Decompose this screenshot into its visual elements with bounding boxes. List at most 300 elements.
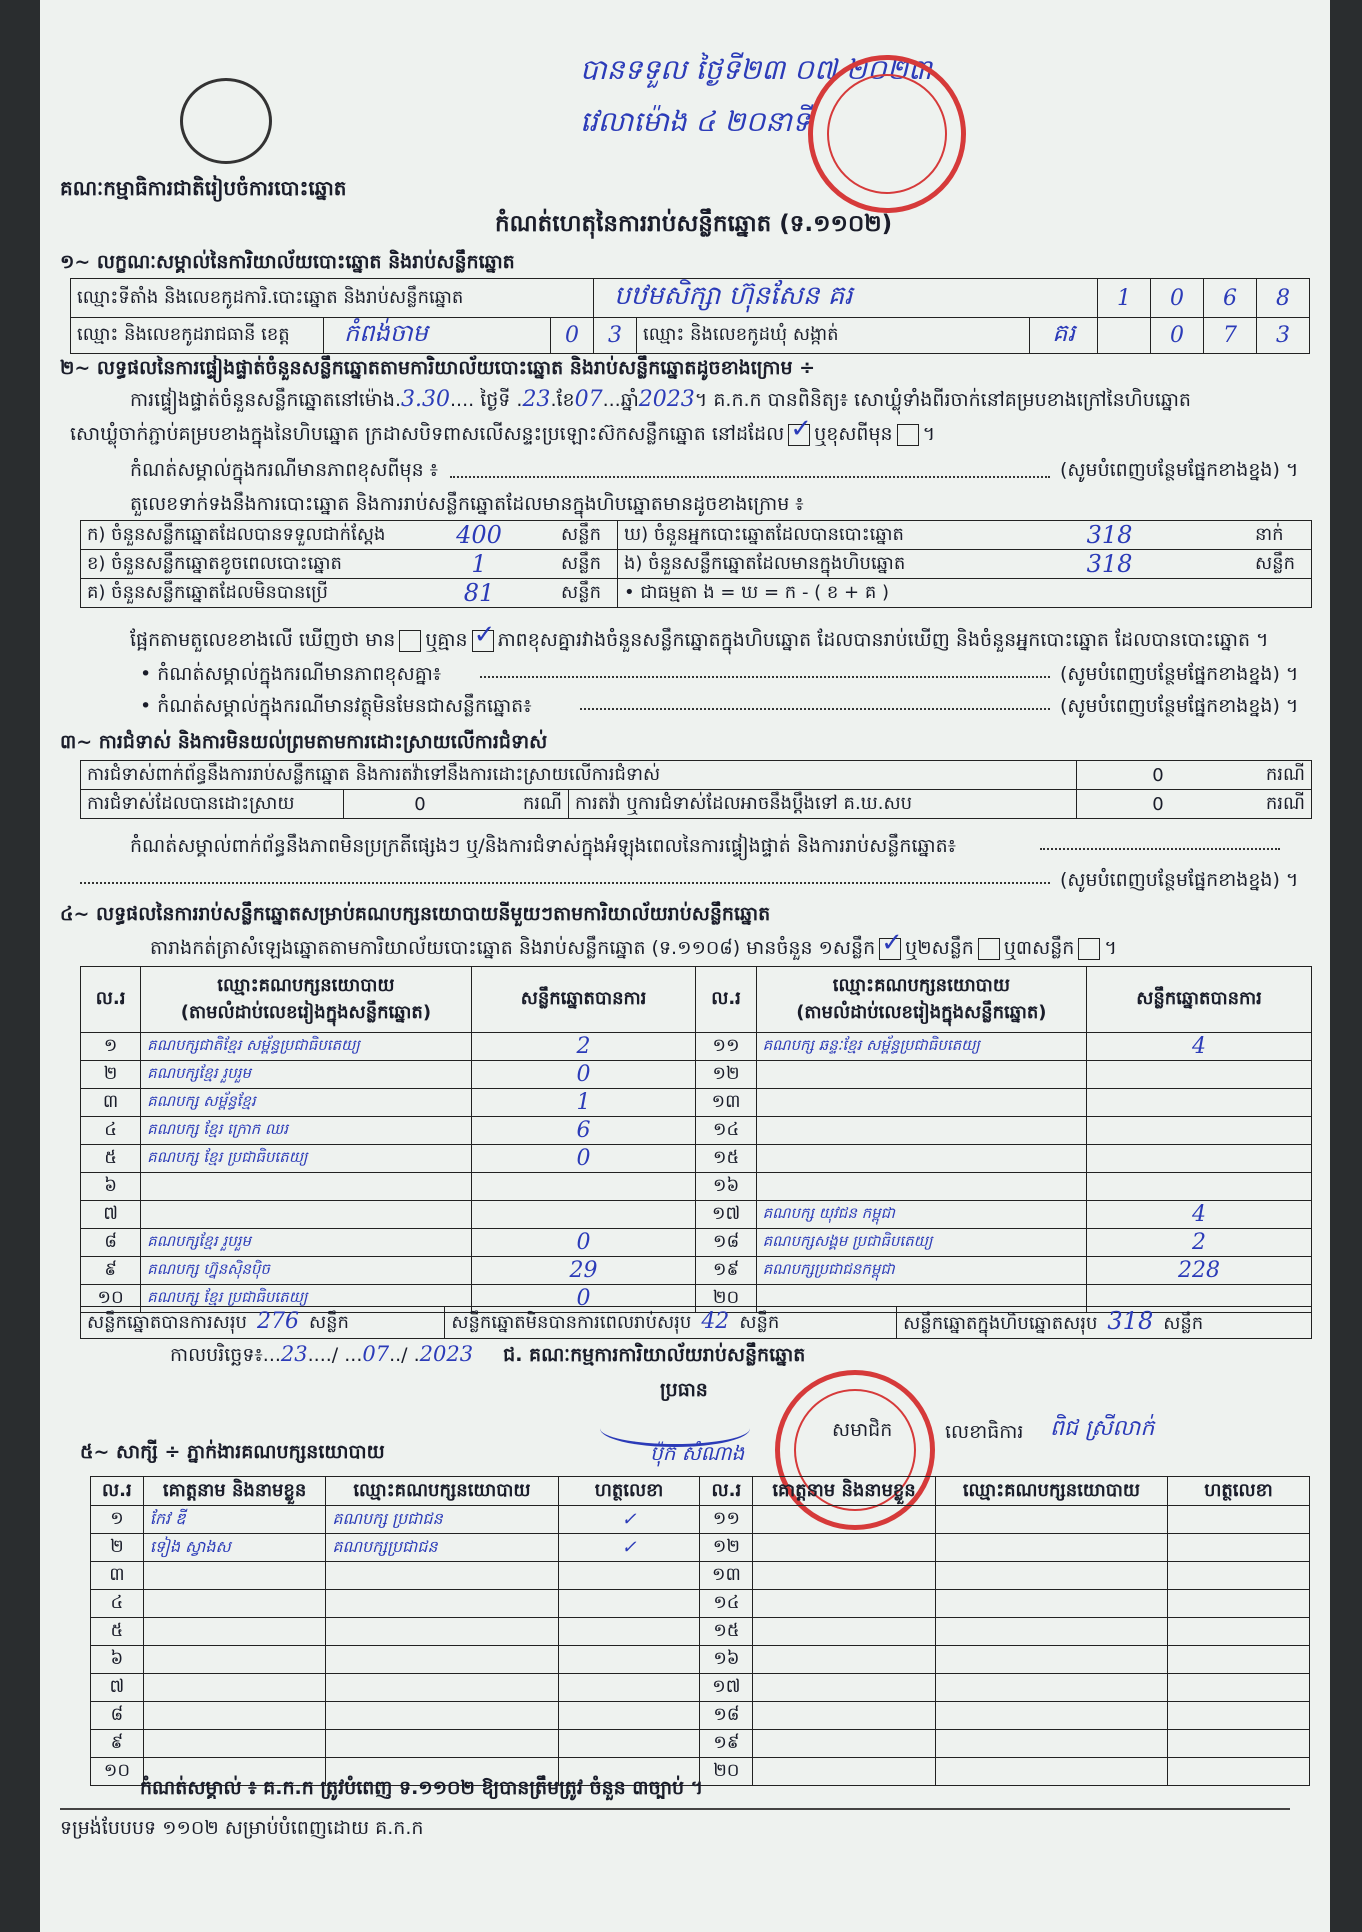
witness-row-party	[935, 1758, 1167, 1786]
three-sheet-checkbox[interactable]	[1078, 938, 1100, 960]
witness-row-no: ១៩	[700, 1730, 753, 1758]
party-row-no: ១៨	[696, 1229, 756, 1257]
party-row-votes	[1087, 1145, 1312, 1173]
witness-row-sign	[558, 1618, 700, 1646]
received-unit: សន្លឹក	[555, 521, 618, 550]
witness-row-no: ២	[91, 1534, 144, 1562]
appeal-label: ការតវ៉ា ឬការជំទាស់ដែលអាចនឹងប្តឹងទៅ គ.ឃ.សប	[569, 790, 1077, 819]
col-party-right	[756, 967, 1086, 1033]
party-row-votes: 228	[1087, 1257, 1312, 1285]
station-name: បឋមសិក្សា ហ៊ុនសែន គរ	[594, 279, 1098, 318]
witness-row-sign	[1168, 1730, 1310, 1758]
party-row-votes: 4	[1087, 1033, 1312, 1061]
witness-row-party	[326, 1646, 558, 1674]
party-row-votes	[1087, 1089, 1312, 1117]
witness-row-party	[935, 1646, 1167, 1674]
party-row-name: គណបក្ស ខ្មែរ ក្រោក ឈរ	[141, 1117, 471, 1145]
witness-row	[91, 1618, 1310, 1646]
seal-text: សោឃ្លុំចាក់ភ្ជាប់គម្របខាងក្នុងនៃហិបឆ្នោត ក្រដាសបិទពាសលើសន្ទះប្រឡោះស៊កសន្លឹកឆ្នោត នៅដដែល	[70, 423, 785, 445]
witness-row-name	[143, 1590, 326, 1618]
witness-row-no: ១២	[700, 1534, 753, 1562]
witness-row	[91, 1674, 1310, 1702]
witness-row	[91, 1590, 1310, 1618]
w-col-sign-left: ហត្ថលេខា	[558, 1477, 700, 1506]
chair-label: ប្រធាន	[660, 1379, 708, 1401]
date-label: កាលបរិច្ឆេទ៖	[170, 1344, 263, 1366]
witness-row-name	[143, 1618, 326, 1646]
voters-label: ឃ) ចំនួនអ្នកបោះឆ្នោតដែលបានបោះឆ្នោត	[618, 521, 971, 550]
party-row-no: ៦	[81, 1173, 141, 1201]
witness-row-party	[935, 1506, 1167, 1534]
witness-row-sign	[1168, 1646, 1310, 1674]
committee-label: ជ. គណៈកម្មការការិយាល័យរាប់សន្លឹកឆ្នោត	[503, 1344, 806, 1366]
party-row-votes	[1087, 1173, 1312, 1201]
party-row-votes	[1087, 1061, 1312, 1089]
witness-row-no: ១៤	[700, 1590, 753, 1618]
w-col-no-right: ល.រ	[700, 1477, 753, 1506]
unchanged-checkbox[interactable]	[788, 424, 810, 446]
tally-text-b: ឬ២សន្លឹក	[905, 937, 974, 959]
witness-table	[90, 1476, 1310, 1786]
party-row-votes: 2	[471, 1033, 696, 1061]
col-party-left-title: ឈ្មោះគណបក្សនយោបាយ	[217, 974, 395, 996]
verification-text-c: .ខែ	[550, 389, 575, 411]
total-box-cell	[897, 1307, 1312, 1339]
witness-row-sign	[1168, 1590, 1310, 1618]
party-row-no: ១៥	[696, 1145, 756, 1173]
irregularity-note-dots2	[80, 882, 1050, 884]
party-row-name: គណបក្ស ខ្មែរ ប្រជាធិបតេយ្យ	[141, 1285, 471, 1313]
witness-row-party	[935, 1534, 1167, 1562]
witness-row-sign: ✓	[558, 1534, 700, 1562]
verification-text-e: ។ គ.ក.ក បានពិនិត្យ៖ សោឃ្លុំទាំងពីរចាក់នៅគម្របខាងក្រៅនៃហិបឆ្នោត	[694, 389, 1191, 411]
witness-row-sign	[558, 1702, 700, 1730]
resolved-unit: ករណី	[496, 790, 569, 819]
in-box-label: ង) ចំនួនសន្លឹកឆ្នោតដែលមានក្នុងហិបឆ្នោត	[618, 550, 971, 579]
party-row-votes: 6	[471, 1117, 696, 1145]
party-row-name	[141, 1201, 471, 1229]
party-row-votes	[471, 1173, 696, 1201]
witness-row-no: ១១	[700, 1506, 753, 1534]
witness-row	[91, 1506, 1310, 1534]
witness-row-no: ១	[91, 1506, 144, 1534]
party-row-votes: 0	[471, 1061, 696, 1089]
party-row	[81, 1145, 1312, 1173]
col-no-left: ល.រ	[81, 967, 141, 1033]
two-sheet-checkbox[interactable]	[978, 938, 1000, 960]
witness-row-name	[143, 1674, 326, 1702]
party-row-name	[756, 1173, 1086, 1201]
station-code-3: 6	[1204, 279, 1257, 318]
party-row-no: ៧	[81, 1201, 141, 1229]
party-row-votes: 4	[1087, 1201, 1312, 1229]
witness-row-party	[326, 1590, 558, 1618]
verification-text-d: ...ឆ្នាំ	[602, 389, 639, 411]
total-invalid-unit: សន្លឹក	[739, 1311, 780, 1333]
complaints-value: 0	[1077, 761, 1240, 790]
witness-row-name	[143, 1646, 326, 1674]
total-invalid-label: សន្លឹកឆ្នោតមិនបានការពេលរាប់សរុប	[451, 1311, 692, 1333]
party-row-no: ១៧	[696, 1201, 756, 1229]
party-row-name: គណបក្សជាតិខ្មែរ សម្ព័ន្ធប្រជាធិបតេយ្យ	[141, 1033, 471, 1061]
foreign-object-note: • កំណត់សម្គាល់ក្នុងករណីមានវត្ថុមិនមែនជាសន្លឹកឆ្នោត៖	[140, 695, 532, 717]
commune-code-3: 3	[1257, 318, 1310, 354]
witness-row-no: ៩	[91, 1730, 144, 1758]
w-col-no-left: ល.រ	[91, 1477, 144, 1506]
verification-text-b: .... ថ្ងៃទី .	[450, 389, 523, 411]
witness-row-party	[326, 1674, 558, 1702]
section4-heading: ៤~ លទ្ធផលនៃការរាប់សន្លឹកឆ្នោតសម្រាប់គណបក្សនយោបាយនីមួយៗតាមការិយាល័យរាប់សន្លឹកឆ្នោត	[60, 903, 771, 925]
witness-row-name: ទៀង ស្វាងស	[143, 1534, 326, 1562]
total-invalid-value: 42	[701, 1308, 730, 1334]
witness-row-no: ១៣	[700, 1562, 753, 1590]
witness-row-no: ១៦	[700, 1646, 753, 1674]
discrepancy-text-c: ភាពខុសគ្នារវាងចំនួនសន្លឹកឆ្នោតក្នុងហិបឆ្នោត ដែលបានរាប់ឃើញ និងចំនួនអ្នកបោះឆ្នោត ដែលបានបោះឆ្នោត ។	[497, 629, 1269, 651]
witness-row-name	[143, 1562, 326, 1590]
secretary-label: លេខាធិការ	[945, 1421, 1024, 1443]
date-line: កាលបរិច្ឆេទ៖...23..../ ...07../ .2023 ជ. គណៈកម្មការការិយាល័យរាប់សន្លឹកឆ្នោត	[170, 1342, 806, 1366]
witness-row-party	[326, 1618, 558, 1646]
party-row-name: គណបក្សប្រជាជនកម្ពុជា	[756, 1257, 1086, 1285]
witness-row-party: គណបក្ស ប្រជាជន	[326, 1506, 558, 1534]
w-col-name-right: គោត្តនាម និងនាមខ្លួន	[753, 1477, 936, 1506]
w-col-name-left: គោត្តនាម និងនាមខ្លួន	[143, 1477, 326, 1506]
party-row-no: ១១	[696, 1033, 756, 1061]
witness-row-party	[935, 1674, 1167, 1702]
party-row-name: គណបក្ស ហ្វ៊ុនស៊ិនប៉ិច	[141, 1257, 471, 1285]
party-row-no: ២០	[696, 1285, 756, 1313]
witness-row-no: ១៨	[700, 1702, 753, 1730]
commune-code-2: 7	[1204, 318, 1257, 354]
verification-time: 3.30	[401, 387, 450, 412]
witness-row-name	[753, 1590, 936, 1618]
w-col-party-left: ឈ្មោះគណបក្សនយោបាយ	[326, 1477, 558, 1506]
complaints-table	[80, 760, 1312, 819]
witness-row	[91, 1534, 1310, 1562]
chair-name: ប៉ុក សំណាង	[650, 1441, 745, 1465]
witness-row-name	[753, 1534, 936, 1562]
spoiled-unit: សន្លឹក	[555, 550, 618, 579]
witness-row-sign: ✓	[558, 1506, 700, 1534]
witness-row-no: ១០	[91, 1758, 144, 1786]
witness-row-no: ២០	[700, 1758, 753, 1786]
party-row	[81, 1257, 1312, 1285]
party-row-votes: 29	[471, 1257, 696, 1285]
commune-code-spacer	[1098, 318, 1151, 354]
party-row-no: ២	[81, 1061, 141, 1089]
total-valid-cell	[81, 1307, 445, 1339]
total-invalid-cell	[445, 1307, 897, 1339]
party-row	[81, 1089, 1312, 1117]
party-row-votes: 0	[471, 1229, 696, 1257]
member-role: សមាជិក	[832, 1419, 893, 1441]
station-code-2: 0	[1151, 279, 1204, 318]
party-row-no: ១៦	[696, 1173, 756, 1201]
unused-label: គ) ចំនួនសន្លឹកឆ្នោតដែលមិនបានប្រើ	[81, 579, 404, 608]
irregularity-note-dots1	[1040, 848, 1280, 850]
unused-value: 81	[403, 579, 555, 608]
party-row	[81, 1117, 1312, 1145]
witness-row-sign	[1168, 1758, 1310, 1786]
witness-row-no: ១៥	[700, 1618, 753, 1646]
party-row-no: ៥	[81, 1145, 141, 1173]
col-party-left-sub: (តាមលំដាប់លេខរៀងក្នុងសន្លឹកឆ្នោត)	[180, 1001, 432, 1023]
witness-row-party	[935, 1562, 1167, 1590]
witness-row	[91, 1702, 1310, 1730]
appeal-value: 0	[1077, 790, 1240, 819]
province-label: ឈ្មោះ និងលេខកូដរាជធានី ខេត្ត	[71, 318, 324, 354]
complaints-label: ការជំទាស់ពាក់ព័ន្ធនឹងការរាប់សន្លឹកឆ្នោត និងការតវ៉ាទៅនឹងការដោះស្រាយលើការជំទាស់	[81, 761, 1077, 790]
tally-text-a: តារាងកត់ត្រាសំឡេងឆ្នោតតាមការិយាល័យបោះឆ្នោត និងរាប់សន្លឹកឆ្នោត (ទ.១១០៨) មានចំនួន ១សន្លឹក	[150, 937, 876, 959]
witness-row-name	[753, 1730, 936, 1758]
province-code-2: 3	[594, 318, 637, 354]
witness-row-name	[753, 1562, 936, 1590]
complaints-unit: ករណី	[1239, 761, 1312, 790]
witness-row-no: ៨	[91, 1702, 144, 1730]
footnote: កំណត់សម្គាល់ ៖ គ.ក.ក ត្រូវបំពេញ ទ.១១០២ ឱ្យបានត្រឹមត្រូវ ចំនួន ៣ច្បាប់ ។	[140, 1777, 704, 1799]
party-row-no: ១៩	[696, 1257, 756, 1285]
col-party-right-sub: (តាមលំដាប់លេខរៀងក្នុងសន្លឹកឆ្នោត)	[796, 1001, 1047, 1023]
party-row-votes: 1	[471, 1089, 696, 1117]
voters-value: 318	[970, 521, 1249, 550]
col-no-right: ល.រ	[696, 967, 756, 1033]
spoiled-label: ខ) ចំនួនសន្លឹកឆ្នោតខូចពេលបោះឆ្នោត	[81, 550, 404, 579]
witness-row-party	[326, 1730, 558, 1758]
party-row-name: គណបក្ស ឆន្ទៈខ្មែរ សម្ព័ន្ធប្រជាធិបតេយ្យ	[756, 1033, 1086, 1061]
party-row	[81, 1173, 1312, 1201]
witness-row-sign	[558, 1590, 700, 1618]
witness-row	[91, 1562, 1310, 1590]
party-row-name	[756, 1145, 1086, 1173]
section3-heading: ៣~ ការជំទាស់ និងការមិនយល់ព្រមតាមការដោះស្រាយលើការជំទាស់	[60, 731, 548, 753]
witness-row-no: ៧	[91, 1674, 144, 1702]
witness-row-name	[143, 1702, 326, 1730]
witness-row-party	[935, 1618, 1167, 1646]
party-row-name	[756, 1061, 1086, 1089]
witness-row-no: ៦	[91, 1646, 144, 1674]
party-row-name: គណបក្ស ខ្មែរ ប្រជាធិបតេយ្យ	[141, 1145, 471, 1173]
discrepancy-note-dots	[480, 676, 1050, 678]
verification-line1	[130, 388, 1191, 412]
party-row-votes	[471, 1201, 696, 1229]
party-row-name	[756, 1089, 1086, 1117]
date-month: 07	[362, 1342, 390, 1366]
party-row-votes: 0	[471, 1285, 696, 1313]
witness-row-sign	[558, 1646, 700, 1674]
form-note: ទម្រង់បែបបទ ១១០២ សម្រាប់បំពេញដោយ គ.ក.ក	[60, 1817, 424, 1839]
witness-row-party	[935, 1590, 1167, 1618]
col-party-left	[141, 967, 471, 1033]
verification-year: 2023	[638, 387, 695, 412]
party-row-name: គណបក្សខ្មែរ រួបរួម	[141, 1229, 471, 1257]
witness-row-no: ៥	[91, 1618, 144, 1646]
witness-row-no: ៤	[91, 1590, 144, 1618]
total-valid-unit: សន្លឹក	[308, 1311, 349, 1333]
witness-row-sign	[1168, 1618, 1310, 1646]
witness-row-name	[753, 1702, 936, 1730]
party-row-no: ៣	[81, 1089, 141, 1117]
party-row-name: គណបក្ស សម្ព័ន្ធខ្មែរ	[141, 1089, 471, 1117]
seal-end: ។	[922, 423, 936, 445]
nec-emblem-icon	[180, 78, 272, 164]
discrepancy-text-b: ឬគ្មាន	[425, 629, 468, 651]
party-row-no: ១០	[81, 1285, 141, 1313]
party-row-no: ៩	[81, 1257, 141, 1285]
date-year: 2023	[419, 1342, 474, 1366]
org-name: គណៈកម្មាធិការជាតិរៀបចំការបោះឆ្នោត	[60, 176, 347, 200]
witness-row-no: ៣	[91, 1562, 144, 1590]
province-code-1: 0	[551, 318, 594, 354]
polling-station-table	[70, 278, 1310, 354]
spoiled-value: 1	[403, 550, 555, 579]
received-value: 400	[403, 521, 555, 550]
verification-line2	[70, 422, 935, 446]
witness-row-sign	[558, 1730, 700, 1758]
witness-row	[91, 1646, 1310, 1674]
verification-text-a: ការផ្ទៀងផ្ទាត់ចំនួនសន្លឹកឆ្នោតនៅម៉ោង.	[130, 389, 402, 411]
resolved-label: ការជំទាស់ដែលបានដោះស្រាយ	[81, 790, 344, 819]
section1-heading: ១~ លក្ខណៈសម្គាល់នៃការិយាល័យបោះឆ្នោត និងរាប់សន្លឹកឆ្នោត	[60, 251, 515, 273]
in-box-value: 318	[970, 550, 1249, 579]
witness-row-sign	[558, 1674, 700, 1702]
section2-heading: ២~ លទ្ធផលនៃការផ្ទៀងផ្ទាត់ចំនួនសន្លឹកឆ្នោតតាមការិយាល័យបោះឆ្នោត និងរាប់សន្លឹកឆ្នោតដូចខាងក្រោម ÷	[60, 357, 816, 379]
resolved-value: 0	[344, 790, 497, 819]
party-row-votes: 0	[471, 1145, 696, 1173]
unused-unit: សន្លឹក	[555, 579, 618, 608]
party-row	[81, 1061, 1312, 1089]
party-row-no: ១២	[696, 1061, 756, 1089]
tally-text-c: ឬ៣សន្លឹក	[1003, 937, 1075, 959]
footer-rule	[60, 1808, 1290, 1810]
party-row-no: ១៣	[696, 1089, 756, 1117]
verification-day: 23	[522, 387, 551, 412]
col-party-right-title: ឈ្មោះគណបក្សនយោបាយ	[832, 974, 1010, 996]
discrepancy-line	[130, 628, 1269, 652]
has-discrepancy-checkbox[interactable]	[399, 630, 421, 652]
formula-note: • ជាធម្មតា ង = ឃ = ក - ( ខ + គ )	[618, 579, 1312, 608]
party-row-name: គណបក្ស យុវជន កម្ពុជា	[756, 1201, 1086, 1229]
station-label: ឈ្មោះទីតាំង និងលេខកូដការិ.បោះឆ្នោត និងរាប់សន្លឹកឆ្នោត	[71, 279, 594, 318]
party-row-no: ៨	[81, 1229, 141, 1257]
party-row-name: គណបក្សខ្មែរ រួបរួម	[141, 1061, 471, 1089]
irregularity-note-fill: (សូមបំពេញបន្ថែមផ្នែកខាងខ្នង) ។	[1060, 869, 1299, 891]
secretary-name: ពិជ ស្រីលាក់	[1050, 1416, 1155, 1441]
ballot-figures-table	[80, 520, 1312, 608]
province-name: កំពង់ចាម	[324, 318, 551, 354]
discrepancy-note-fill: (សូមបំពេញបន្ថែមផ្នែកខាងខ្នង) ។	[1060, 663, 1299, 685]
w-col-sign-right: ហត្ថលេខា	[1168, 1477, 1310, 1506]
foreign-object-note-dots	[580, 708, 1050, 710]
total-valid-label: សន្លឹកឆ្នោតបានការសរុប	[87, 1311, 247, 1333]
tally-text-d: ។	[1104, 937, 1117, 959]
witness-row-sign	[1168, 1702, 1310, 1730]
no-discrepancy-checkbox[interactable]	[472, 630, 494, 652]
witness-row-sign	[1168, 1562, 1310, 1590]
commune-label: ឈ្មោះ និងលេខកូដឃុំ សង្កាត់	[637, 318, 1030, 354]
change-note: កំណត់សម្គាល់ក្នុងករណីមានភាពខុសពីមុន ៖	[130, 459, 439, 481]
discrepancy-note: • កំណត់សម្គាល់ក្នុងករណីមានភាពខុសគ្នា៖	[140, 663, 442, 685]
document-page	[40, 0, 1330, 1932]
witness-row-name	[753, 1758, 936, 1786]
in-box-unit: សន្លឹក	[1249, 550, 1312, 579]
voters-unit: នាក់	[1249, 521, 1312, 550]
witness-row-sign	[1168, 1506, 1310, 1534]
witness-row-party	[326, 1702, 558, 1730]
receipt-note-line1: បានទទួល ថ្ងៃទី២៣ ០៧ ២០២៣	[580, 53, 932, 86]
witness-row-name	[753, 1506, 936, 1534]
totals-table	[80, 1306, 1312, 1339]
form-title: កំណត់ហេតុនៃការរាប់សន្លឹកឆ្នោត (ទ.១១០២)	[495, 211, 893, 237]
witness-row	[91, 1730, 1310, 1758]
party-row-name	[141, 1173, 471, 1201]
party-results-table	[80, 966, 1312, 1313]
discrepancy-text-a: ផ្អែកតាមតួលេខខាងលើ ឃើញថា មាន	[130, 629, 396, 651]
col-votes-left: សន្លឹកឆ្នោតបានការ	[471, 967, 696, 1033]
witness-row-party: គណបក្សប្រជាជន	[326, 1534, 558, 1562]
witness-row-name	[753, 1618, 936, 1646]
witness-row-no: ១៧	[700, 1674, 753, 1702]
party-row-votes: 2	[1087, 1229, 1312, 1257]
one-sheet-checkbox[interactable]	[879, 938, 901, 960]
witness-row-name: កែវ ឌី	[143, 1506, 326, 1534]
commune-code-1: 0	[1151, 318, 1204, 354]
official-seal-top	[808, 55, 966, 213]
total-box-label: សន្លឹកឆ្នោតក្នុងហិបឆ្នោតសរុប	[903, 1313, 1098, 1334]
figures-intro: តួលេខទាក់ទងនឹងការបោះឆ្នោត និងការរាប់សន្លឹកឆ្នោតដែលមានក្នុងហិបឆ្នោតមានដូចខាងក្រោម ៖	[130, 493, 804, 515]
party-row-name	[756, 1117, 1086, 1145]
commune-name: គរ	[1030, 318, 1098, 354]
party-row-no: ៤	[81, 1117, 141, 1145]
party-row	[81, 1229, 1312, 1257]
tally-sheet-line	[150, 936, 1117, 960]
total-box-value: 318	[1107, 1307, 1154, 1335]
col-votes-right: សន្លឹកឆ្នោតបានការ	[1087, 967, 1312, 1033]
witness-row-name	[143, 1730, 326, 1758]
receipt-note-line2: វេលាម៉ោង ៤ ២០នាទី	[580, 105, 810, 138]
w-col-party-right: ឈ្មោះគណបក្សនយោបាយ	[935, 1477, 1167, 1506]
party-row-votes	[1087, 1117, 1312, 1145]
changed-checkbox[interactable]	[897, 424, 919, 446]
witness-row-sign	[1168, 1534, 1310, 1562]
changed-text: ឬខុសពីមុន	[814, 423, 893, 445]
total-box-unit: សន្លឹក	[1163, 1313, 1204, 1334]
date-day: 23	[280, 1342, 308, 1366]
witness-row-party	[935, 1702, 1167, 1730]
station-code-1: 1	[1098, 279, 1151, 318]
change-note-fill: (សូមបំពេញបន្ថែមផ្នែកខាងខ្នង) ។	[1060, 459, 1299, 481]
witness-row-sign	[1168, 1674, 1310, 1702]
party-row-no: ១៤	[696, 1117, 756, 1145]
foreign-object-note-fill: (សូមបំពេញបន្ថែមផ្នែកខាងខ្នង) ។	[1060, 695, 1299, 717]
appeal-unit: ករណី	[1239, 790, 1312, 819]
irregularity-note: កំណត់សម្គាល់ពាក់ព័ន្ធនឹងភាពមិនប្រក្រតីផ្សេងៗ ឬ/និងការជំទាស់ក្នុងអំឡុងពេលនៃការផ្ទៀងផ្ទាត់ និងការរាប់សន្លឹកឆ្នោត៖	[130, 835, 956, 857]
received-label: ក) ចំនួនសន្លឹកឆ្នោតដែលបានទទួលជាក់ស្តែង	[81, 521, 404, 550]
section5-heading: ៥~ សាក្សី ÷ ភ្នាក់ងារគណបក្សនយោបាយ	[80, 1441, 385, 1463]
witness-row-sign	[558, 1562, 700, 1590]
party-row	[81, 1201, 1312, 1229]
party-row	[81, 1033, 1312, 1061]
total-valid-value: 276	[256, 1308, 299, 1334]
party-row-no: ១	[81, 1033, 141, 1061]
party-row-name: គណបក្សសង្គម ប្រជាធិបតេយ្យ	[756, 1229, 1086, 1257]
station-code-4: 8	[1257, 279, 1310, 318]
witness-row-party	[326, 1562, 558, 1590]
witness-row-name	[753, 1646, 936, 1674]
witness-row-party	[935, 1730, 1167, 1758]
verification-month: 07	[574, 387, 603, 412]
change-note-dots	[450, 458, 1050, 478]
witness-row-name	[753, 1674, 936, 1702]
